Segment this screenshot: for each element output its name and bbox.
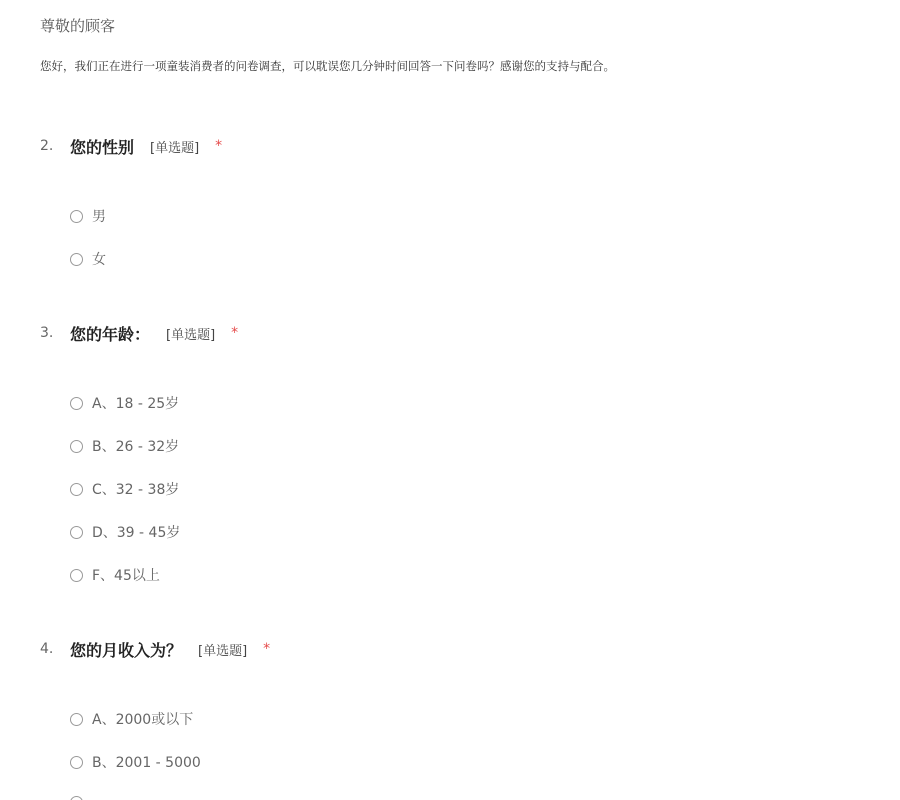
question-number: 3. <box>40 325 54 341</box>
option-income-b[interactable] <box>70 752 201 772</box>
required-mark: * <box>263 641 271 657</box>
radio-button[interactable] <box>70 253 83 266</box>
option-gender-female[interactable] <box>70 249 106 269</box>
radio-button[interactable] <box>70 796 83 800</box>
option-income-c-partial[interactable] <box>70 792 83 800</box>
radio-button[interactable] <box>70 756 83 769</box>
required-mark: * <box>215 138 223 154</box>
radio-button[interactable] <box>70 397 83 410</box>
radio-button[interactable] <box>70 569 83 582</box>
option-label: 女 <box>92 252 106 268</box>
option-age-c[interactable] <box>70 479 179 499</box>
survey-intro: 您好，我们正在进行一项童装消费者的问卷调查，可以耽误您几分钟时间回答一下问卷吗？感谢您的支持与配合。 <box>40 59 615 73</box>
radio-button[interactable] <box>70 483 83 496</box>
option-income-a[interactable] <box>70 709 193 729</box>
option-label: B、2001 - 5000 <box>92 755 201 771</box>
radio-button[interactable] <box>70 440 83 453</box>
option-age-a[interactable] <box>70 393 179 413</box>
question-type: [单选题] <box>150 140 200 156</box>
question-gender <box>40 133 222 159</box>
question-type: [单选题] <box>166 327 216 343</box>
question-age <box>40 320 238 346</box>
option-label: B、26 - 32岁 <box>92 439 180 455</box>
question-number: 4. <box>40 641 54 657</box>
radio-button[interactable] <box>70 526 83 539</box>
question-number: 2. <box>40 138 54 154</box>
required-mark: * <box>231 325 239 341</box>
option-label: D、39 - 45岁 <box>92 525 181 541</box>
option-label: A、2000或以下 <box>92 712 194 728</box>
option-label: A、18 - 25岁 <box>92 396 180 412</box>
greeting-title: 尊敬的顾客 <box>40 17 116 35</box>
option-age-d[interactable] <box>70 522 180 542</box>
radio-button[interactable] <box>70 713 83 726</box>
question-title: 您的月收入为？ <box>70 640 183 660</box>
question-title: 您的年龄： <box>70 324 151 344</box>
radio-button[interactable] <box>70 210 83 223</box>
option-age-b[interactable] <box>70 436 179 456</box>
option-gender-male[interactable] <box>70 206 106 226</box>
option-age-f[interactable] <box>70 565 160 585</box>
question-type: [单选题] <box>198 643 248 659</box>
question-title: 您的性别 <box>70 137 135 157</box>
question-income <box>40 636 270 662</box>
option-label: F、45以上 <box>92 568 160 584</box>
option-label: 男 <box>92 209 106 225</box>
option-label: C、32 - 38岁 <box>92 482 180 498</box>
